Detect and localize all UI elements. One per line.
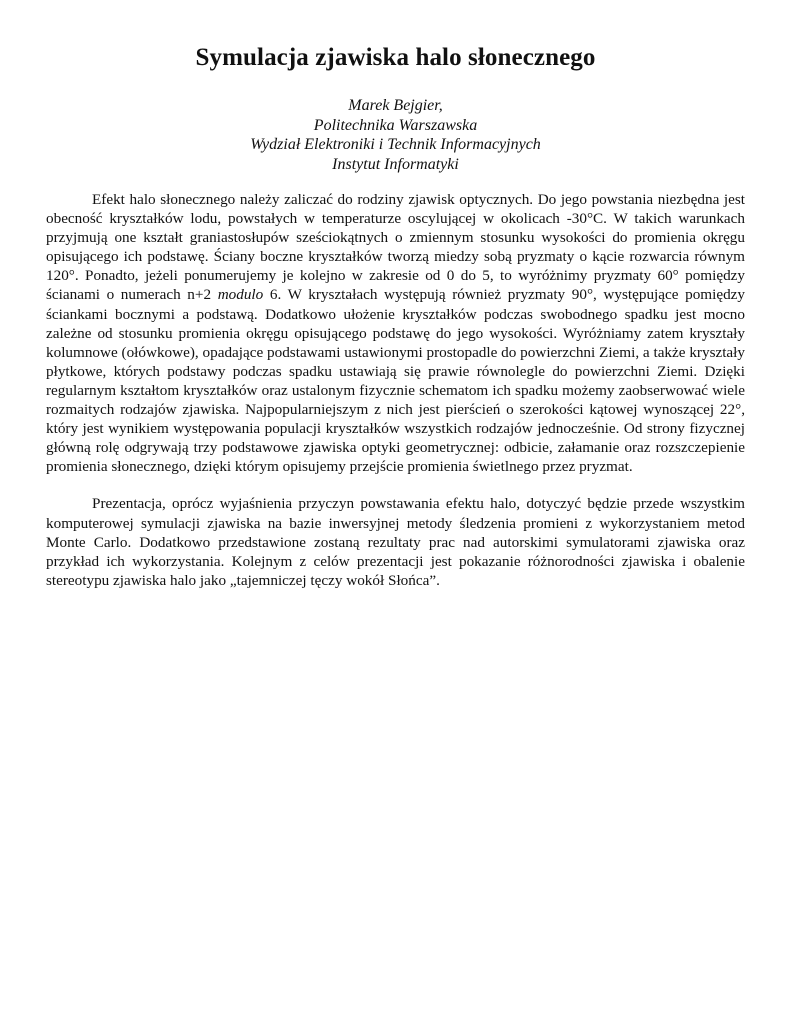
author-faculty: Wydział Elektroniki i Technik Informacyjnych	[250, 136, 541, 153]
author-institute: Instytut Informatyki	[332, 155, 459, 173]
paragraph-1	[46, 190, 745, 476]
paragraph-1-part-2: 6. W kryształach występują również pryzmaty 90°, występujące pomiędzy ściankami bocznymi a podstawą. Dodatkowo ułożenie kryształków podczas swobodnego spadku jest mocno zależne od stosunku promienia okręgu opisującego podstawę do jego wysokości. Wyróżniamy zatem kryształy kolumnowe (ołówkowe), opadające podstawami ustawionymi prostopadle do powierzchni Ziemi, a także kryształy płytkowe, których podstawy podczas spadku ustawiają się prawie równolegle do powierzchni Ziemi. Dzięki regularnym kształtom kryształków oraz ustalonym fizycznie schematom ich spadku możemy zaobserwować wiele rozmaitych rodzajów zjawiska. Najpopularniejszym z nich jest pierścień o szerokości kątowej wynoszącej 22°, który jest wynikiem występowania populacji kryształków wszystkich rodzajów jednocześnie. Od strony fizycznej główną rolę odgrywają trzy podstawowe zjawiska optyki geometrycznej: odbicie, załamanie oraz rozszczepienie promienia słonecznego, dzięki którym opisujemy przejście promienia świetlnego przez pryzmat.	[46, 286, 746, 476]
paragraph-2: Prezentacja, oprócz wyjaśnienia przyczyn powstawania efektu halo, dotyczyć będzie przede wszystkim komputerowej symulacji zjawiska na bazie inwersyjnej metody śledzenia promieni z wykorzystaniem metod Monte Carlo. Dodatkowo przedstawione zostaną rezultaty prac nad autorskimi symulatorami zjawiska oraz przykład ich wykorzystania. Kolejnym z celów prezentacji jest pokazanie różnorodności zjawiska i obalenie stereotypu zjawiska halo jako „tajemniczej tęczy wokół Słońca”.	[46, 495, 745, 589]
author-university: Politechnika Warszawska	[313, 116, 478, 134]
author-name: Marek Bejgier,	[348, 97, 443, 114]
page-title: Symulacja zjawiska halo słonecznego	[195, 44, 596, 71]
paragraph-1-italic: modulo	[217, 286, 264, 304]
author-block	[0, 96, 791, 174]
document-body	[46, 190, 745, 608]
paragraph-1-part-1: Efekt halo słonecznego należy zaliczać do rodziny zjawisk optycznych. Do jego powstania niezbędna jest obecność kryształków lodu, powstałych w temperaturze oscylującej w okolicach -30°C. W takich warunkach przyjmują one kształt graniastosłupów sześciokątnych o zmiennym stosunku wysokości do promienia okręgu opisującego ich podstawę. Ściany boczne kryształków tworzą miedzy sobą pryzmaty o kącie rozwarcia równym 120°. Ponadto, jeżeli ponumerujemy je kolejno w zakresie od 0 do 5, to wyróżnimy pryzmaty 60° pomiędzy ścianami o numerach n+2	[46, 191, 745, 304]
